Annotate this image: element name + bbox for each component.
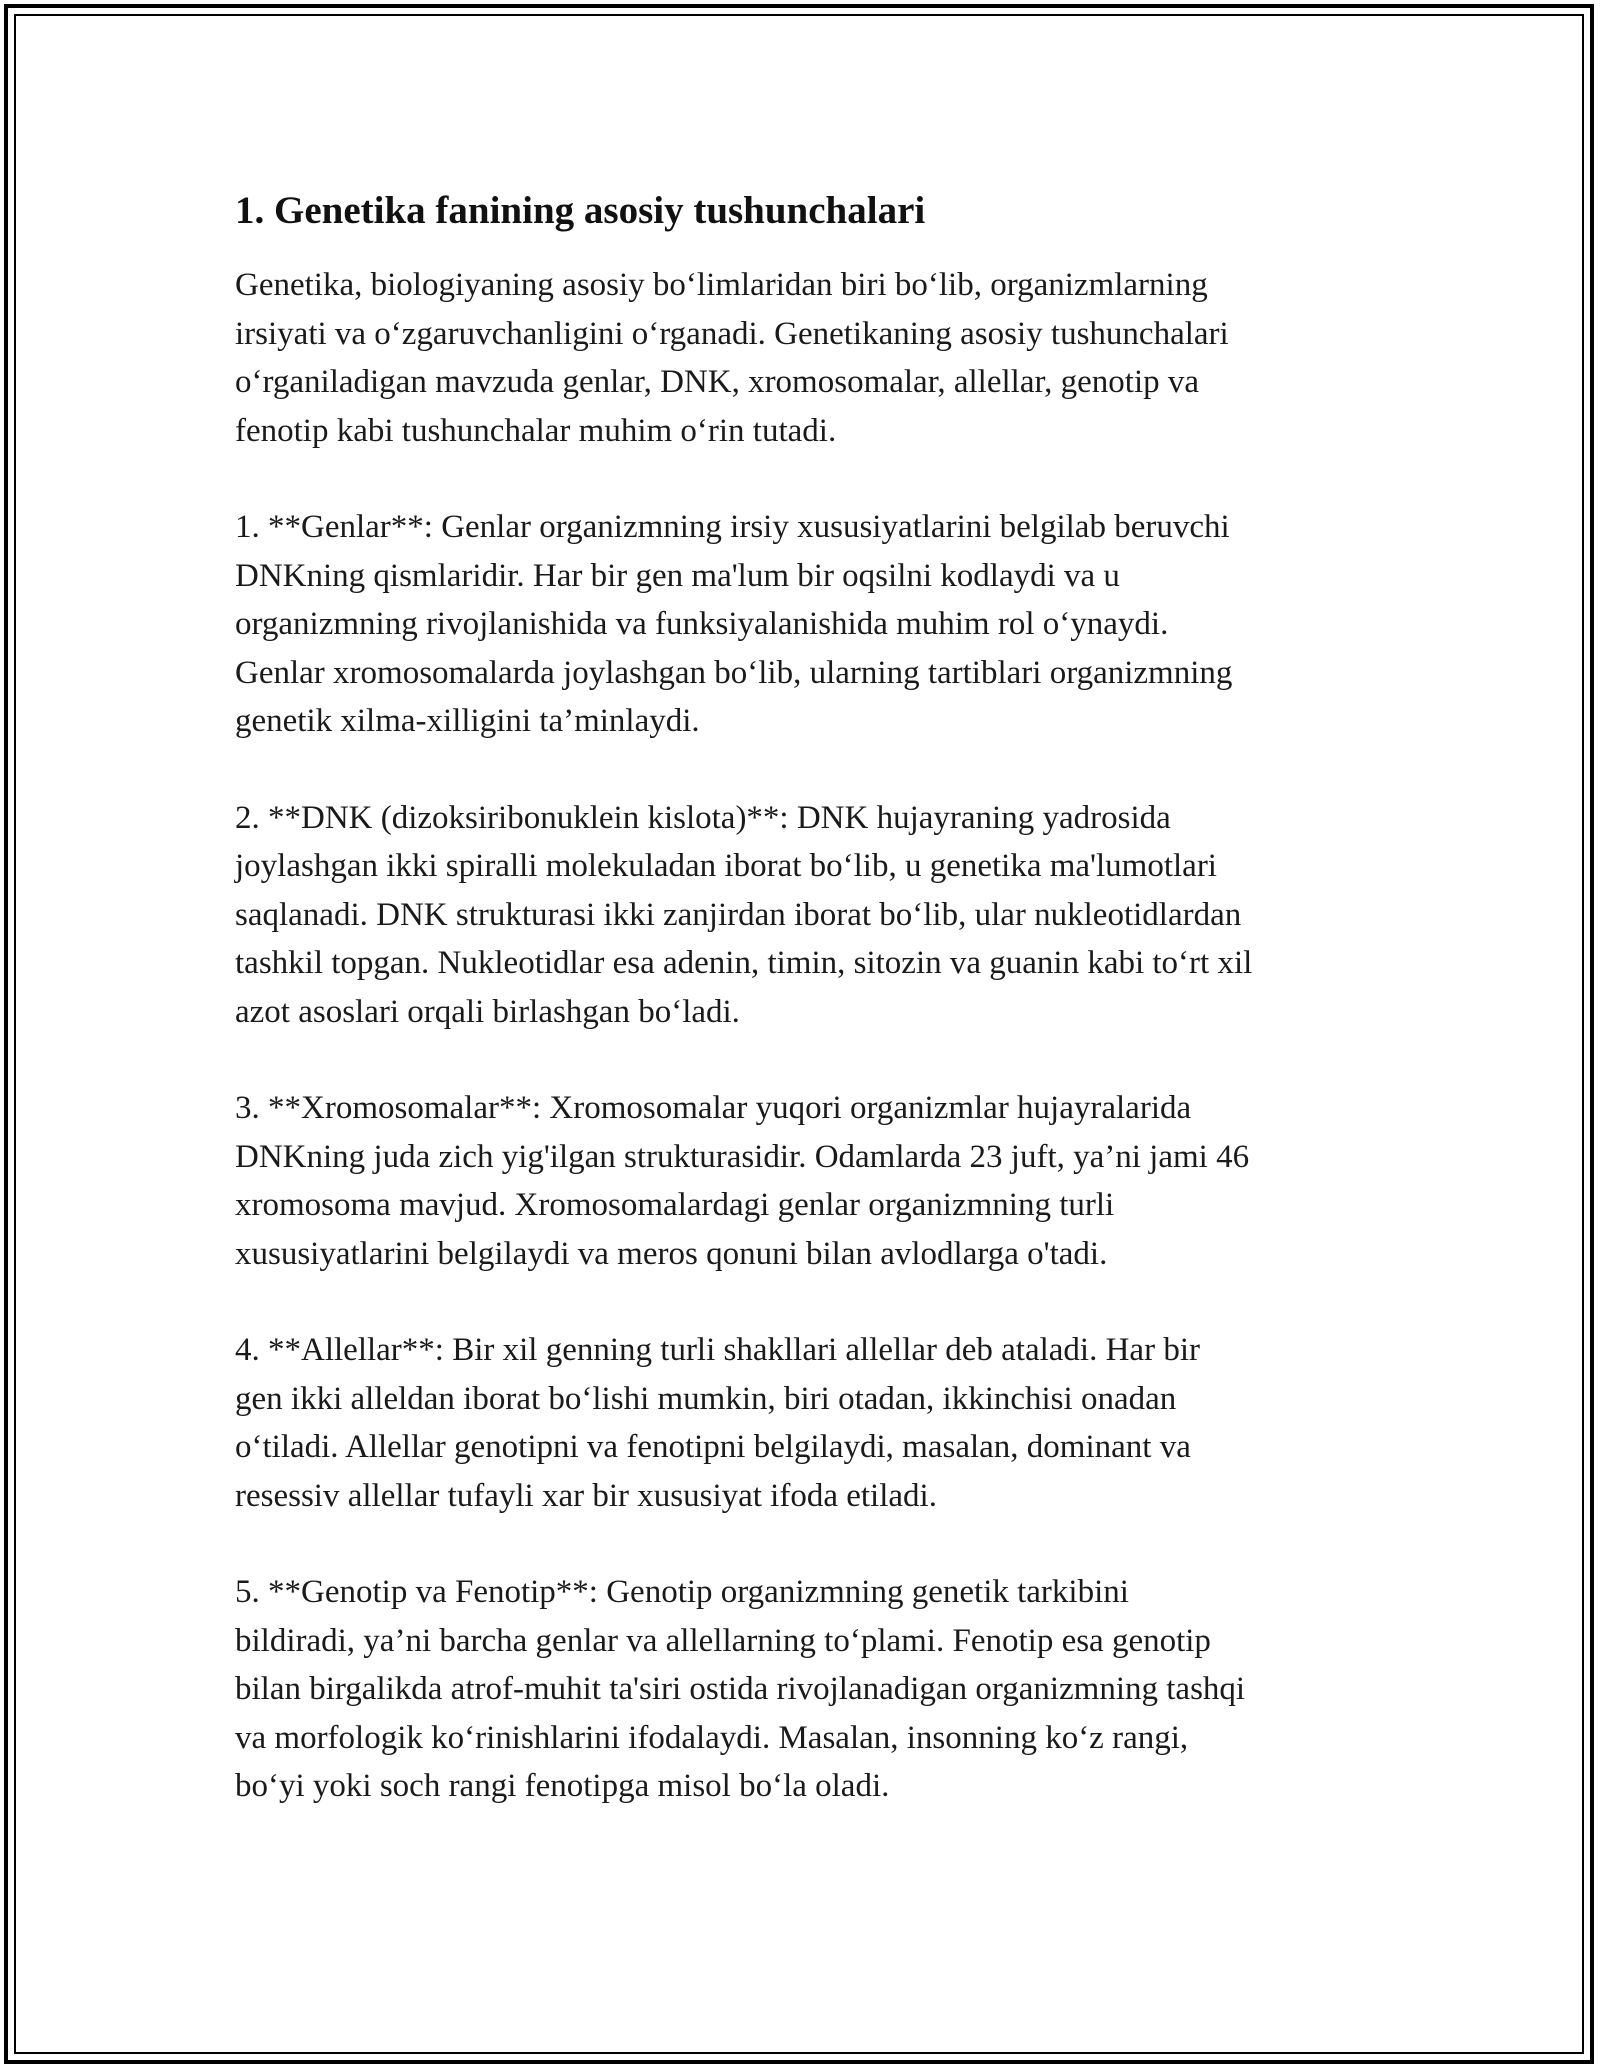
- dnk-paragraph: 2. **DNK (dizoksiribonuklein kislota)**: DNK hujayraning yadrosida joylashgan ikki spiralli molekuladan iborat bo‘lib, u genetika ma'lumotlari saqlanadi. DNK strukturasi ikki zanjirdan iborat bo‘lib, ular nukleotidlardan tashkil topgan. Nukleotidlar esa adenin, timin, sitozin va guanin kabi to‘rt xil azot asoslari orqali birlashgan bo‘ladi.: [235, 799, 1253, 1030]
- document-body: [235, 185, 1370, 1859]
- genotip-fenotip-paragraph: 5. **Genotip va Fenotip**: Genotip organizmning genetik tarkibini bildiradi, ya’ni barcha genlar va allellarning to‘plami. Fenotip esa genotip bilan birgalikda atrof-muhit ta'siri ostida rivojlanadigan organizmning tashqi va morfologik ko‘rinishlarini ifodalaydi. Masalan, insonning ko‘z rangi, bo‘yi yoki soch rangi fenotipga misol bo‘la oladi.: [235, 1574, 1246, 1804]
- allellar-paragraph: 4. **Allellar**: Bir xil genning turli shakllari allellar deb ataladi. Har bir gen ikki alleldan iborat bo‘lishi mumkin, biri otadan, ikkinchisi onadan o‘tiladi. Allellar genotipni va fenotipni belgilaydi, masalan, dominant va resessiv allellar tufayli xar bir xususiyat ifoda etiladi.: [235, 1332, 1200, 1514]
- intro-paragraph: Genetika, biologiyaning asosiy bo‘limlaridan biri bo‘lib, organizmlarning irsiyati va o‘zgaruvchanligini o‘rganadi. Genetikaning asosiy tushunchalari o‘rganiladigan mavzuda genlar, DNK, xromosomalar, allellar, genotip va fenotip kabi tushunchalar muhim o‘rin tutadi.: [235, 267, 1229, 449]
- genlar-paragraph: 1. **Genlar**: Genlar organizmning irsiy xususiyatlarini belgilab beruvchi DNKning qismlaridir. Har bir gen ma'lum bir oqsilni kodlaydi va u organizmning rivojlanishida va funksiyalanishida muhim rol o‘ynaydi. Genlar xromosomalarda joylashgan bo‘lib, ularning tartiblari organizmning genetik xilma-xilligini ta’minlaydi.: [235, 509, 1233, 739]
- document-title: 1. Genetika fanining asosiy tushunchalari: [235, 189, 926, 232]
- xromosomalar-paragraph: 3. **Xromosomalar**: Xromosomalar yuqori organizmlar hujayralarida DNKning juda zich yig'ilgan strukturasidir. Odamlarda 23 juft, ya’ni jami 46 xromosoma mavjud. Xromosomalardagi genlar organizmning turli xususiyatlarini belgilaydi va meros qonuni bilan avlodlarga o'tadi.: [235, 1090, 1250, 1272]
